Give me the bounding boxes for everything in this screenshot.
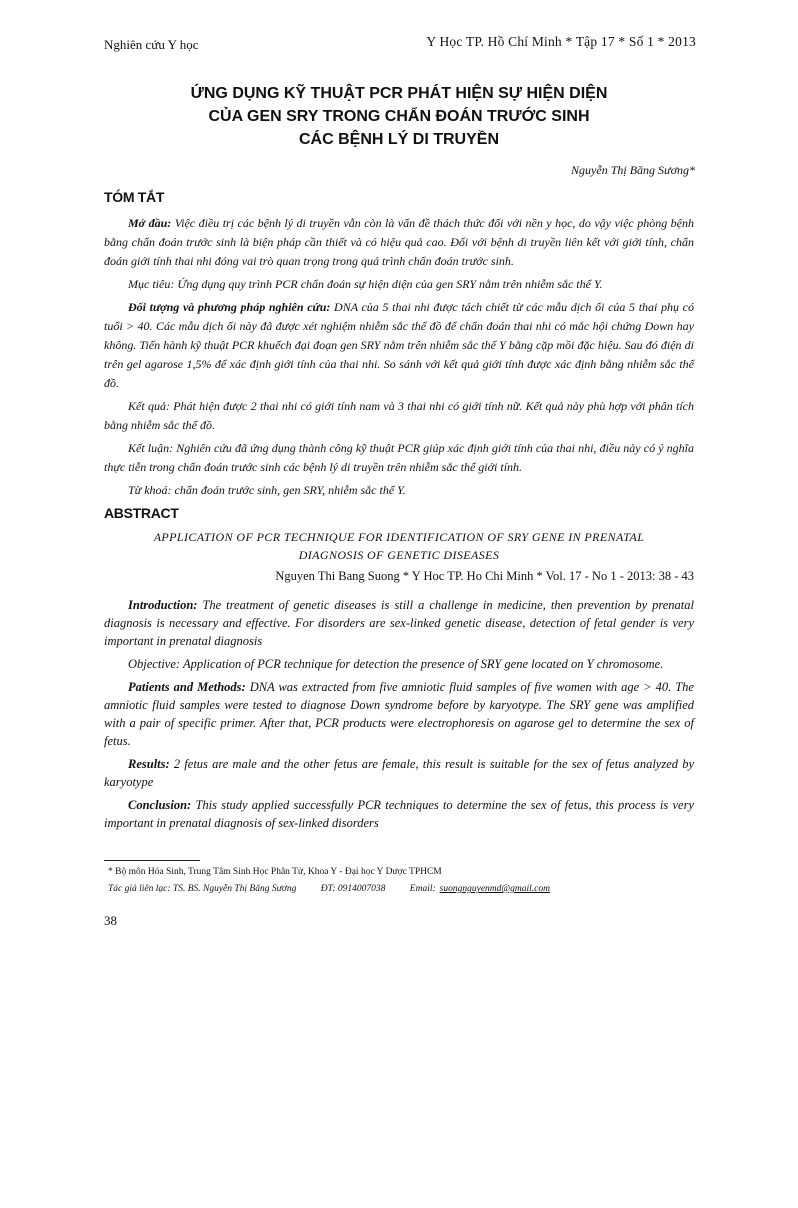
english-title <box>104 528 694 564</box>
paragraph-text: 2 fetus are male and the other fetus are female, this result is suitable for the sex of fetus analyzed by karyotype <box>104 757 694 789</box>
abstract-paragraph <box>104 755 694 791</box>
paragraph-lead: Conclusion: <box>128 798 192 812</box>
tom-tat-paragraph <box>104 439 694 477</box>
contact-author: Tác giả liên lạc: TS. BS. Nguyễn Thị Băng Sương <box>108 884 297 894</box>
running-header-section: Nghiên cứu Y học <box>104 37 199 52</box>
title-line: CÁC BỆNH LÝ DI TRUYỀN <box>298 131 499 148</box>
paragraph-text: Kết quả: Phát hiện được 2 thai nhi có giới tính nam và 3 thai nhi có giới tính nữ. Kết quả này phù hợp với phân tích bằng nhiễm sắc thể đồ. <box>104 399 694 432</box>
paragraph-text: Từ khoá: chẩn đoán trước sinh, gen SRY, nhiễm sắc thể Y. <box>128 483 406 497</box>
footnote-contact <box>108 884 572 894</box>
citation-line: Nguyen Thi Bang Suong * Y Hoc TP. Ho Chi Minh * Vol. 17 - No 1 - 2013: 38 - 43 <box>275 569 694 583</box>
tom-tat-body <box>104 214 694 500</box>
running-header-journal: Y Học TP. Hồ Chí Minh * Tập 17 * Số 1 * 2013 <box>426 34 696 49</box>
paragraph-lead: Results: <box>128 757 170 771</box>
title-line: CỦA GEN SRY TRONG CHẨN ĐOÁN TRƯỚC SINH <box>208 108 590 125</box>
paragraph-text: DNA was extracted from five amniotic fluid samples of five women with age > 40. The amniotic fluid samples were tested to diagnose Down syndrome before by karyotype. The SRY gene was amplified with a pair of specific primer. After that, PCR products were electrophoresis on agarose gel to determine the sex of fetus. <box>104 680 694 748</box>
paragraph-lead: Mở đầu: <box>128 216 172 230</box>
abstract-paragraph <box>104 596 694 650</box>
page-number: 38 <box>104 913 117 928</box>
english-title-line: APPLICATION OF PCR TECHNIQUE FOR IDENTIFICATION OF SRY GENE IN PRENATAL <box>153 530 645 544</box>
tom-tat-heading: TÓM TẮT <box>104 189 165 205</box>
paragraph-lead: Đối tượng và phương pháp nghiên cứu: <box>128 300 331 314</box>
email-link[interactable]: suongnguyenmd@gmail.com <box>439 884 550 894</box>
english-title-line: DIAGNOSIS OF GENETIC DISEASES <box>298 548 500 562</box>
abstract-paragraph <box>104 796 694 832</box>
article-title <box>100 82 698 151</box>
abstract-body <box>104 596 694 837</box>
abstract-paragraph <box>104 678 694 750</box>
paragraph-text: This study applied successfully PCR techniques to determine the sex of fetus, this process is very important in prenatal diagnosis of sex-linked disorders <box>104 798 694 830</box>
tom-tat-paragraph <box>104 275 694 294</box>
tom-tat-paragraph <box>104 214 694 271</box>
paragraph-text: DNA của 5 thai nhi được tách chiết từ các mẫu dịch ối của 5 thai phụ có tuổi > 40. Các mẫu dịch ối này đã được xét nghiệm nhiễm sắc thể đồ để chẩn đoán thai nhi có mắc hội chứng Down hay không. Tiến hành kỹ thuật PCR khuếch đại đoạn gen SRY nằm trên nhiễm sắc thể Y bằng cặp mồi đặc hiệu. Sau đó điện di trên gel agarose 1,5% để xác định giới tính của thai nhi. So sánh với kết quả giới tính được xác định bằng nhiễm sắc thể đồ. <box>104 300 694 390</box>
paragraph-text: Mục tiêu: Ứng dụng quy trình PCR chẩn đoán sự hiện diện của gen SRY nằm trên nhiễm sắc thể Y. <box>128 277 603 291</box>
footnote-affiliation: * Bộ môn Hóa Sinh, Trung Tâm Sinh Học Phân Tử, Khoa Y - Đại học Y Dược TPHCM <box>108 867 442 877</box>
paragraph-text: Kết luận: Nghiên cứu đã ứng dụng thành công kỹ thuật PCR giúp xác định giới tính của thai nhi, điều này có ý nghĩa thực tiễn trong chẩn đoán trước sinh các bệnh lý di truyền trên nhiễm sắc thể giới tính. <box>104 441 694 474</box>
abstract-paragraph <box>104 655 694 673</box>
author-name: Nguyễn Thị Băng Sương* <box>571 163 695 177</box>
title-line: ỨNG DỤNG KỸ THUẬT PCR PHÁT HIỆN SỰ HIỆN DIỆN <box>190 85 608 102</box>
contact-phone: ĐT: 0914007038 <box>320 884 386 894</box>
paragraph-text: Việc điều trị các bệnh lý di truyền vẫn còn là vấn đề thách thức đối với nền y học, do vậy việc phòng bệnh bằng chẩn đoán trước sinh là biện pháp cần thiết và có hiệu quả cao. Đối với bệnh di truyền liên kết với giới tính, chẩn đoán giới tính thai nhi đóng vai trò quan trọng trong quá trình chẩn đoán trước sinh. <box>104 216 694 268</box>
email-label: Email: <box>409 884 436 894</box>
paragraph-text: Objective: Application of PCR technique for detection the presence of SRY gene located on Y chromosome. <box>128 657 664 671</box>
keywords-paragraph <box>104 481 694 500</box>
paragraph-text: The treatment of genetic diseases is still a challenge in medicine, then prevention by prenatal diagnosis is necessary and effective. For disorders are sex-linked genetic disease, detection of fetal gender is very important in prenatal diagnosis <box>104 598 694 648</box>
tom-tat-paragraph <box>104 298 694 393</box>
paragraph-lead: Introduction: <box>128 598 198 612</box>
footnote-divider <box>104 860 200 861</box>
tom-tat-paragraph <box>104 397 694 435</box>
paragraph-lead: Patients and Methods: <box>128 680 246 694</box>
abstract-heading: ABSTRACT <box>104 505 179 521</box>
